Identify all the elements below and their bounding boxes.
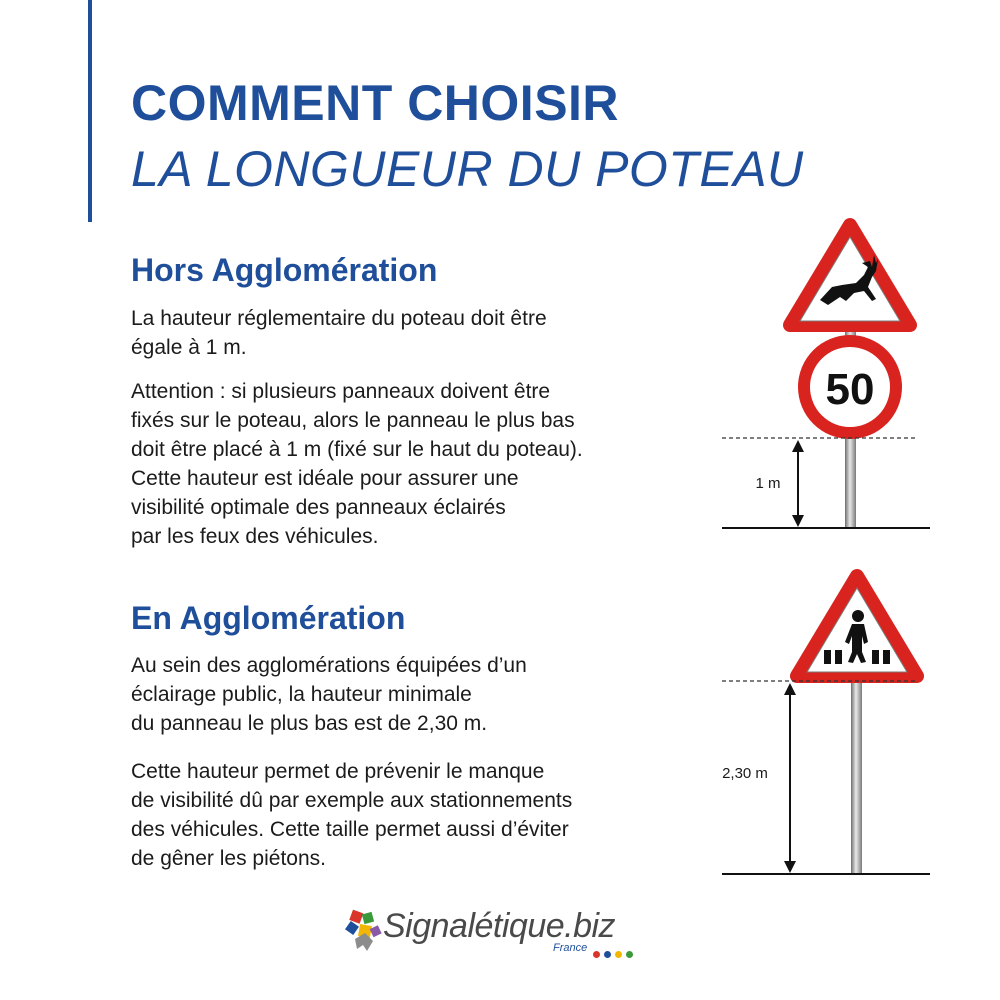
logo-country: France (553, 942, 588, 954)
speed-limit-icon (798, 335, 902, 439)
text-line: Cette hauteur est idéale pour assurer une (131, 467, 519, 490)
text-line: doit être placé à 1 m (fixé sur le haut du poteau). (131, 438, 583, 461)
logo-dot (593, 951, 600, 958)
pole-diagram-2-30m (700, 566, 940, 886)
text-line: par les feux des véhicules. (131, 525, 379, 548)
page-subtitle: LA LONGUEUR DU POTEAU (131, 141, 804, 197)
height-label: 2,30 m (722, 765, 768, 782)
logo-mark-icon (345, 909, 385, 953)
pedestrian-crossing-icon (797, 576, 917, 676)
text-line: égale à 1 m. (131, 336, 247, 359)
text-line: de gêner les piétons. (131, 847, 326, 870)
text-line: du panneau le plus bas est de 2,30 m. (131, 712, 488, 735)
page-title: COMMENT CHOISIR (131, 75, 620, 131)
speed-limit-value: 50 (825, 365, 875, 414)
logo-dot (626, 951, 633, 958)
section-heading-hors-agglomeration: Hors Agglomération (131, 252, 438, 288)
logo-dot (615, 951, 622, 958)
pole-diagram-1m (700, 215, 940, 545)
text-line: éclairage public, la hauteur minimale (131, 683, 472, 706)
sign-pole (851, 674, 862, 874)
section-heading-en-agglomeration: En Agglomération (131, 600, 406, 636)
paragraph-hors-1 (131, 304, 547, 362)
accent-bar (88, 0, 92, 222)
height-arrow (792, 440, 804, 527)
paragraph-hors-2 (131, 377, 583, 551)
text-line: visibilité optimale des panneaux éclairés (131, 496, 506, 519)
text-line: La hauteur réglementaire du poteau doit être (131, 307, 547, 330)
text-line: fixés sur le poteau, alors le panneau le plus bas (131, 409, 575, 432)
text-line: des véhicules. Cette taille permet aussi d’éviter (131, 818, 569, 841)
text-line: de visibilité dû par exemple aux stationnements (131, 789, 573, 812)
paragraph-en-1 (131, 651, 527, 738)
text-line: Cette hauteur permet de prévenir le manque (131, 760, 545, 783)
text-line: Au sein des agglomérations équipées d’un (131, 654, 527, 677)
height-arrow (784, 683, 796, 873)
text-line: Attention : si plusieurs panneaux doivent être (131, 380, 551, 403)
deer-crossing-icon (790, 225, 910, 325)
brand-logo (345, 905, 665, 965)
logo-dots (593, 945, 637, 963)
paragraph-en-2 (131, 757, 572, 873)
logo-name: Signalétique.biz (383, 907, 616, 945)
logo-dot (604, 951, 611, 958)
height-label: 1 m (755, 475, 781, 492)
